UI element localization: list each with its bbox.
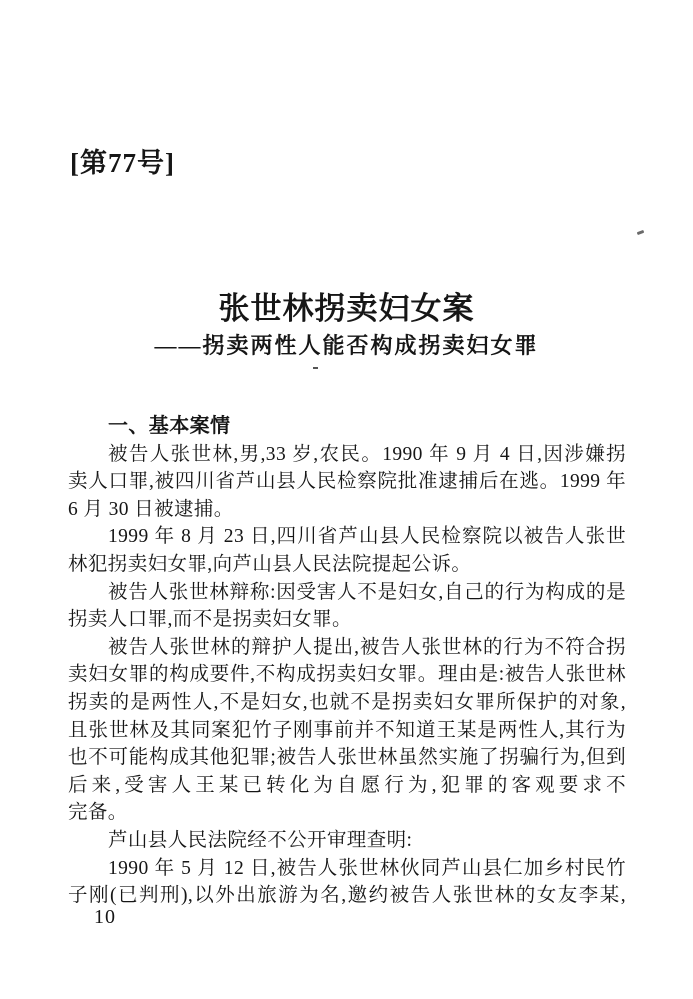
body-line: 卖妇女罪的构成要件,不构成拐卖妇女罪。理由是:被告人张世林	[68, 664, 626, 686]
case-body-text	[68, 413, 626, 910]
body-line: 芦山县人民法院经不公开审理查明:	[108, 829, 413, 851]
body-line: 拐卖的是两性人,不是妇女,也就不是拐卖妇女罪所保护的对象,	[68, 691, 626, 713]
section-heading: 一、基本案情	[108, 415, 231, 437]
body-line: 被告人张世林的辩护人提出,被告人张世林的行为不符合拐	[108, 636, 626, 658]
body-line: 也不可能构成其他犯罪;被告人张世林虽然实施了拐骗行为,但到	[68, 747, 626, 769]
body-line: 后来,受害人王某已转化为自愿行为,犯罪的客观要求不	[68, 774, 626, 796]
body-line: 被告人张世林辩称:因受害人不是妇女,自己的行为构成的是	[108, 581, 626, 603]
body-line: 拐卖人口罪,而不是拐卖妇女罪。	[68, 609, 352, 631]
body-line: 6 月 30 日被逮捕。	[68, 498, 234, 520]
page-number: 10	[94, 906, 116, 928]
body-line: 子刚(已判刑),以外出旅游为名,邀约被告人张世林的女友李某,	[68, 885, 626, 907]
case-number-label: [第77号]	[70, 148, 175, 178]
body-line: 卖人口罪,被四川省芦山县人民检察院批准逮捕后在逃。1999 年	[68, 471, 626, 493]
body-line: 且张世林及其同案犯竹子刚事前并不知道王某是两性人,其行为	[68, 719, 626, 741]
scan-artifact-dash	[313, 367, 318, 369]
case-subtitle: ——拐卖两性人能否构成拐卖妇女罪	[154, 333, 539, 358]
body-line: 被告人张世林,男,33 岁,农民。1990 年 9 月 4 日,因涉嫌拐	[108, 443, 626, 465]
body-line: 完备。	[68, 802, 128, 824]
body-line: 1999 年 8 月 23 日,四川省芦山县人民检察院以被告人张世	[108, 526, 626, 548]
scan-artifact-speck	[637, 230, 645, 235]
body-line: 林犯拐卖妇女罪,向芦山县人民法院提起公诉。	[68, 553, 472, 575]
body-line: 1990 年 5 月 12 日,被告人张世林伙同芦山县仁加乡村民竹	[108, 857, 626, 879]
case-title: 张世林拐卖妇女案	[218, 291, 475, 326]
